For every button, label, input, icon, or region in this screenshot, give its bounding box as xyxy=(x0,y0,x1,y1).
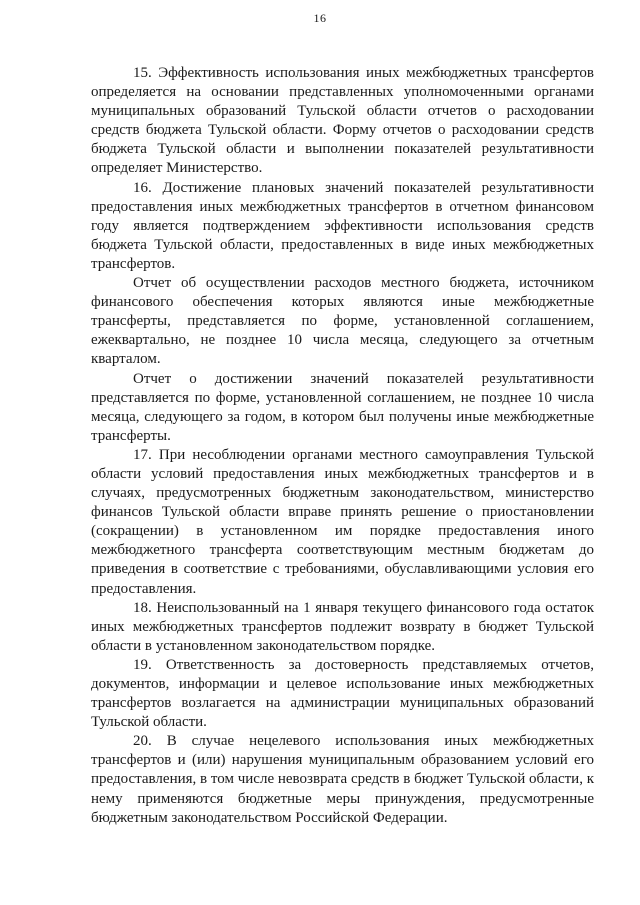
page-number: 16 xyxy=(313,11,327,25)
paragraph-20: 20. В случае нецелевого использования иных межбюджетных трансфертов и (или) нарушения муниципальным образованием условий его предоставления, в том числе невозврата средств в бюджет Тульской области, к нему применяются бюджетные меры принуждения, предусмотренные бюджетным законодательством Российской Федерации. xyxy=(91,733,594,826)
paragraph-16: 16. Достижение плановых значений показателей результативности предоставления иных межбюджетных трансфертов в отчетном финансовом году является подтверждением эффективности использования средств бюджета Тульской области, предоставленных в виде иных межбюджетных трансфертов. xyxy=(91,179,594,272)
paragraph-expense-report: Отчет об осуществлении расходов местного бюджета, источником финансового обеспечения которых являются иные межбюджетные трансферты, представляется по форме, установленной соглашением, ежеквартально, не позднее 10 числа месяца, следующего за отчетным кварталом. xyxy=(91,275,594,368)
paragraph-19: 19. Ответственность за достоверность представляемых отчетов, документов, информации и целевое использование иных межбюджетных трансфертов возлагается на администрации муниципальных образований Тульской области. xyxy=(91,656,594,731)
document-body xyxy=(91,64,594,828)
paragraph-18: 18. Неиспользованный на 1 января текущего финансового года остаток иных межбюджетных трансфертов подлежит возврату в бюджет Тульской области в установленном законодательством порядке. xyxy=(91,599,594,654)
paragraph-results-report: Отчет о достижении значений показателей результативности представляется по форме, установленной соглашением, не позднее 10 числа месяца, следующего за годом, в котором был получены иные межбюджетные трансферты. xyxy=(91,370,594,444)
paragraph-15: 15. Эффективность использования иных межбюджетных трансфертов определяется на основании представленных уполномоченными органами муниципальных образований Тульской области отчетов о расходовании средств бюджета Тульской области. Форму отчетов о расходовании средств бюджета Тульской области и выполнении показателей результативности определяет Министерство. xyxy=(91,65,594,177)
paragraph-17: 17. При несоблюдении органами местного самоуправления Тульской области условий предоставления иных межбюджетных трансфертов и в случаях, предусмотренных бюджетным законодательством, министерство финансов Тульской области вправе принять решение о приостановлении (сокращении) в установленном им порядке предоставления иного межбюджетного трансферта соответствующим местным бюджетам до приведения в соответствие с требованиями, обуславливающими условия его предоставления. xyxy=(91,446,594,597)
